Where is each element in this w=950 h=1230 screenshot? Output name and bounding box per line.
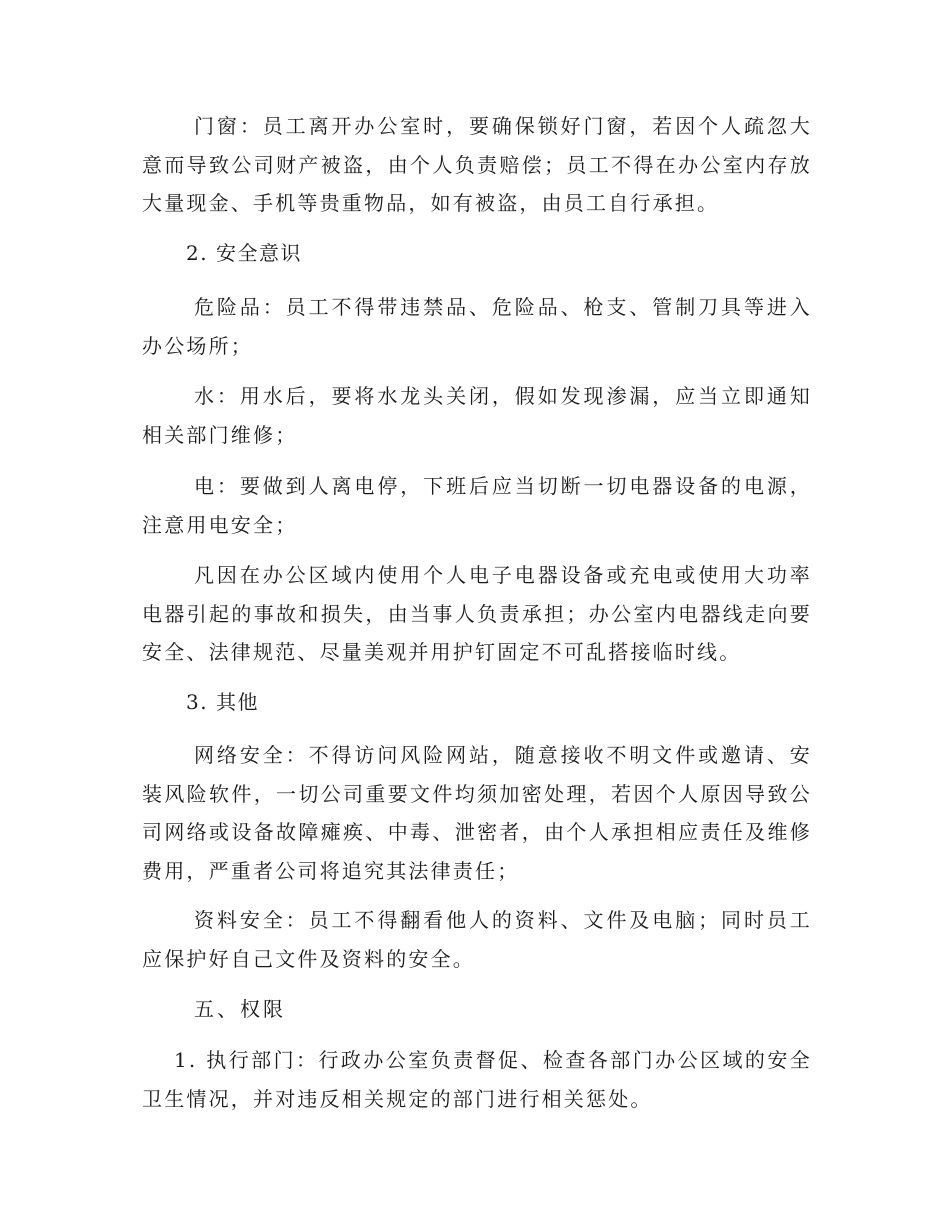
paragraph-electricity: 电：要做到人离电停，下班后应当切断一切电器设备的电源，注意用电安全； (142, 474, 812, 537)
paragraph-doors-windows: 门窗：员工离开办公室时，要确保锁好门窗，若因个人疏忽大意而导致公司财产被盗，由个人负责赔偿；员工不得在办公室内存放大量现金、手机等贵重物品，如有被盗，由员工自行承担。 (142, 114, 812, 215)
paragraph-executing-department: 1. 执行部门：行政办公室负责督促、检查各部门办公区域的安全卫生情况，并对违反相关规定的部门进行相关惩处。 (142, 1048, 812, 1111)
paragraph-water: 水：用水后，要将水龙头关闭，假如发现渗漏，应当立即通知相关部门维修； (142, 384, 812, 447)
section-heading-safety-awareness: 2. 安全意识 (186, 241, 302, 265)
paragraph-network-security: 网络安全：不得访问风险网站，随意接收不明文件或邀请、安装风险软件，一切公司重要文件均须加密处理，若因个人原因导致公司网络或设备故障瘫痪、中毒、泄密者，由个人承担相应责任及维修费用，严重者公司将追究其法律责任； (142, 743, 812, 883)
section-heading-permissions: 五、权限 (194, 997, 286, 1021)
paragraph-electrical-devices: 凡因在办公区域内使用个人电子电器设备或充电或使用大功率电器引起的事故和损失，由当事人负责承担；办公室内电器线走向要安全、法律规范、尽量美观并用护钉固定不可乱搭接临时线。 (142, 563, 812, 664)
section-heading-other: 3. 其他 (186, 690, 259, 714)
paragraph-dangerous-goods: 危险品：员工不得带违禁品、危险品、枪支、管制刀具等进入办公场所； (142, 295, 812, 358)
paragraph-data-security: 资料安全：员工不得翻看他人的资料、文件及电脑；同时员工应保护好自己文件及资料的安全。 (142, 908, 812, 971)
